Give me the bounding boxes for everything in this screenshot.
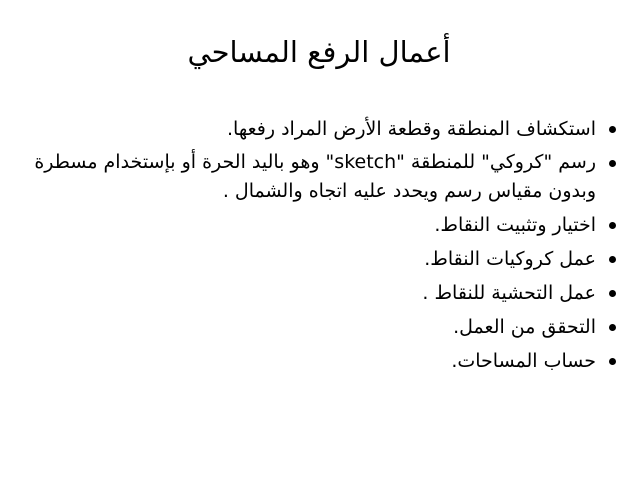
bullet-dot-icon — [609, 160, 616, 167]
bullet-text: عمل كروكيات النقاط. — [424, 248, 596, 270]
bullet-list — [16, 114, 616, 380]
slide-title: أعمال الرفع المساحي — [187, 35, 451, 69]
bullet-item — [16, 148, 616, 206]
bullet-dot-icon — [609, 256, 616, 263]
bullet-item — [16, 278, 616, 309]
bullet-dot-icon — [609, 126, 616, 133]
bullet-item — [16, 114, 616, 145]
bullet-text: رسم "كروكي" للمنطقة "sketch" وهو باليد الحرة أو بإستخدام مسطرة وبدون مقياس رسم ويحدد عليه اتجاه والشمال . — [34, 151, 596, 202]
bullet-item — [16, 312, 616, 343]
bullet-text: التحقق من العمل. — [453, 316, 596, 338]
bullet-item — [16, 346, 616, 377]
bullet-text: عمل التحشية للنقاط . — [422, 282, 596, 304]
bullet-dot-icon — [609, 222, 616, 229]
bullet-dot-icon — [609, 358, 616, 365]
bullet-dot-icon — [609, 290, 616, 297]
bullet-text: اختيار وتثبيت النقاط. — [434, 214, 596, 236]
bullet-item — [16, 210, 616, 241]
bullet-item — [16, 244, 616, 275]
bullet-dot-icon — [609, 324, 616, 331]
bullet-text: استكشاف المنطقة وقطعة الأرض المراد رفعها. — [227, 118, 596, 140]
bullet-text: حساب المساحات. — [451, 350, 596, 372]
